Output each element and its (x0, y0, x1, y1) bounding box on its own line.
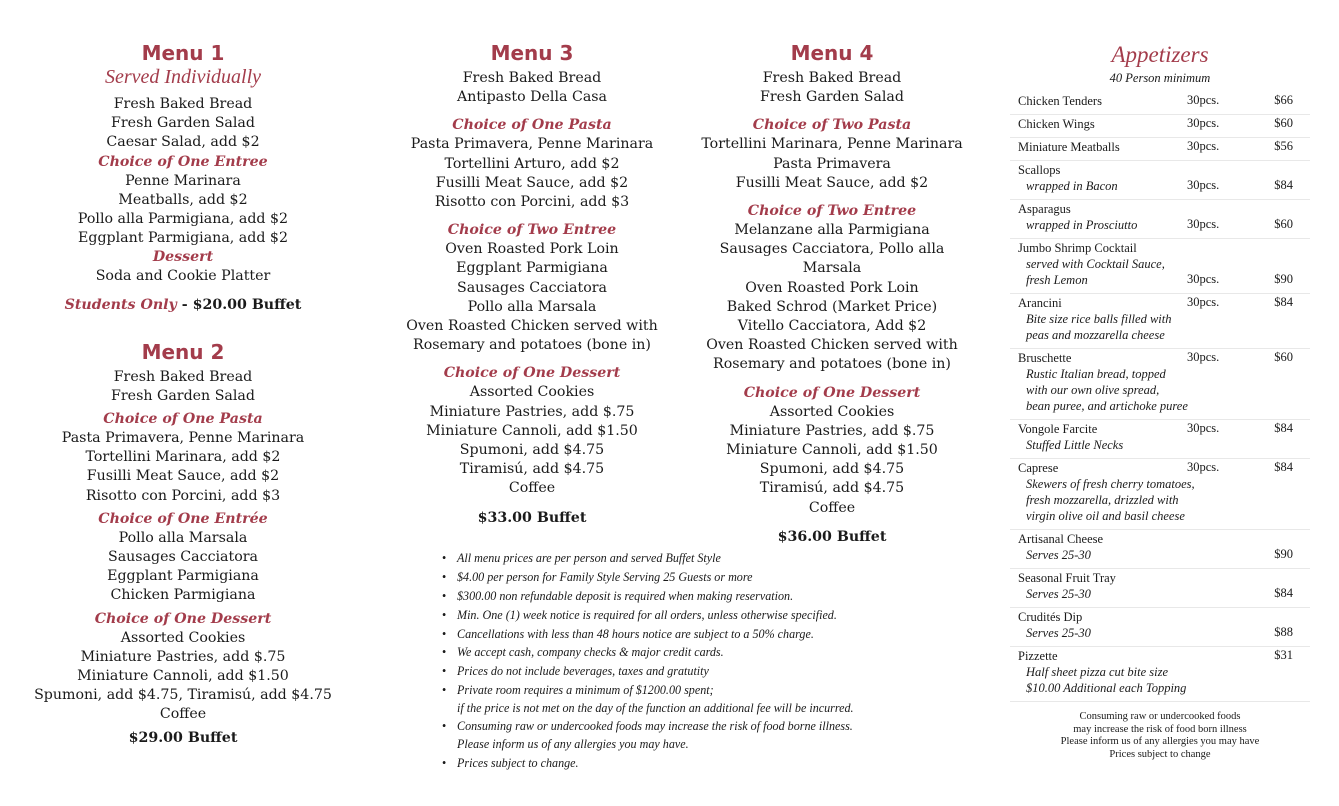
menu4-pasta: Tortellini Marinara, Penne Marinara (701, 136, 963, 153)
policy-note (440, 718, 980, 753)
menu1-item: Fresh Baked Bread (113, 96, 253, 112)
appetizer-description: Stuffed Little Necks (1026, 438, 1124, 452)
appetizer-quantity: 30pcs. (1187, 350, 1220, 364)
menu2-entree: Eggplant Parmigiana (107, 568, 259, 585)
menu2-pasta: Tortellini Marinara, add $2 (85, 449, 281, 466)
appetizer-description: bean puree, and artichoke puree (1026, 399, 1188, 413)
menu3-entree: Oven Roasted Chicken served with (406, 318, 658, 335)
menu3-pasta: Fusilli Meat Sauce, add $2 (435, 174, 629, 191)
appetizer-quantity: 30pcs. (1187, 460, 1220, 474)
menu4-entree: Baked Schrod (Market Price) (726, 298, 938, 315)
appetizer-quantity: 30pcs. (1187, 139, 1220, 153)
menu4-pasta: Pasta Primavera (773, 155, 891, 172)
appetizer-item (1010, 530, 1310, 569)
menu2-price: $29.00 Buffet (128, 729, 238, 746)
policy-note-text: Please inform us of any allergies you may have. (457, 736, 689, 751)
appetizer-price: $84 (1274, 586, 1293, 600)
policy-note-text: Private room requires a minimum of $1200.00 spent; (457, 683, 714, 698)
appetizers-footer-line: Please inform us of any allergies you may have (1060, 736, 1260, 748)
appetizer-item (1010, 138, 1310, 161)
menu4-pasta-heading: Choice of Two Pasta (752, 117, 912, 134)
appetizer-description: fresh Lemon (1026, 273, 1088, 287)
menu3-entree: Sausages Cacciatora (456, 279, 607, 296)
menu-column-4 (692, 40, 972, 547)
appetizer-price: $60 (1274, 350, 1293, 364)
appetizer-item (1010, 647, 1310, 702)
policy-note (440, 607, 980, 624)
menu3-price: $33.00 Buffet (477, 509, 587, 526)
policy-note (440, 682, 980, 717)
menu4-entree-heading: Choice of Two Entree (747, 203, 917, 220)
menu2-dessert: Coffee (159, 706, 207, 723)
policy-note-text: $300.00 non refundable deposit is required when making reservation. (457, 588, 794, 603)
menu4-dessert: Assorted Cookies (769, 403, 895, 420)
appetizer-description: with our own olive spread, (1026, 383, 1160, 397)
appetizer-name: Caprese (1018, 461, 1059, 475)
menu1-entree: Pollo alla Parmigiana, add $2 (77, 211, 289, 228)
appetizer-name: Miniature Meatballs (1018, 140, 1120, 154)
appetizer-item (1010, 420, 1310, 459)
menu2-dessert: Assorted Cookies (120, 629, 246, 646)
menu3-pasta-heading: Choice of One Pasta (452, 117, 612, 134)
appetizer-item (1010, 239, 1310, 294)
appetizer-price: $90 (1274, 272, 1293, 286)
menu1-dessert: Soda and Cookie Platter (95, 268, 271, 285)
appetizer-item (1010, 161, 1310, 200)
appetizer-quantity: 30pcs. (1187, 217, 1220, 231)
policy-note (440, 663, 980, 680)
menu4-dessert: Spumoni, add $4.75 (759, 461, 905, 478)
appetizer-description: Serves 25-30 (1026, 548, 1091, 562)
menu3-entree: Rosemary and potatoes (bone in) (413, 337, 651, 354)
appetizer-quantity: 30pcs. (1187, 421, 1220, 435)
menu3-dessert: Tiramisú, add $4.75 (459, 461, 605, 478)
appetizers-title: Appetizers (1111, 42, 1209, 67)
menu4-dessert: Coffee (808, 499, 856, 516)
appetizer-name: Bruschette (1018, 351, 1072, 365)
appetizer-name: Pizzette (1018, 649, 1058, 663)
appetizer-name: Jumbo Shrimp Cocktail (1018, 241, 1137, 255)
appetizer-name: Chicken Tenders (1018, 94, 1102, 108)
appetizer-item (1010, 92, 1310, 115)
appetizers-footer-line: may increase the risk of food born illness (1073, 723, 1247, 735)
menu3-entree: Pollo alla Marsala (467, 298, 597, 315)
menu3-pasta: Risotto con Porcini, add $3 (434, 194, 630, 211)
menu2-entree-heading: Choice of One Entrée (98, 510, 268, 527)
appetizer-description: $10.00 Additional each Topping (1026, 681, 1187, 695)
menu3-item: Antipasto Della Casa (456, 89, 608, 106)
appetizers-section (1010, 40, 1310, 761)
appetizer-price: $84 (1274, 178, 1293, 192)
policy-note-text: Prices subject to change. (457, 755, 579, 770)
menu4-entree: Oven Roasted Pork Loin (745, 279, 919, 296)
appetizer-item (1010, 115, 1310, 138)
menu-column-1 (18, 40, 348, 748)
menu2-pasta: Risotto con Porcini, add $3 (85, 487, 281, 504)
appetizer-item (1010, 294, 1310, 349)
menu2-entree: Sausages Cacciatora (107, 549, 258, 566)
policy-note (440, 588, 980, 605)
appetizer-description: fresh mozzarella, drizzled with (1026, 493, 1179, 507)
menu1-price (18, 295, 348, 315)
menu4-dessert: Miniature Cannoli, add $1.50 (726, 442, 938, 459)
bullet-icon: • (442, 719, 447, 734)
bullet-icon: • (442, 664, 447, 679)
appetizer-price: $60 (1274, 217, 1293, 231)
menu1-dessert-heading: Dessert (152, 249, 214, 266)
appetizer-list (1010, 92, 1310, 702)
menu4-pasta: Fusilli Meat Sauce, add $2 (735, 174, 929, 191)
policy-note-text: Min. One (1) week notice is required for all orders, unless otherwise specified. (457, 607, 837, 622)
menu4-entree: Rosemary and potatoes (bone in) (713, 356, 951, 373)
bullet-icon: • (442, 569, 447, 584)
menu2-dessert: Miniature Cannoli, add $1.50 (77, 668, 289, 685)
menu1-price-value: $20.00 Buffet (192, 296, 302, 313)
appetizer-item (1010, 349, 1310, 420)
menu2-entree: Pollo alla Marsala (118, 529, 248, 546)
menu3-dessert: Coffee (508, 480, 556, 497)
appetizer-name: Vongole Farcite (1018, 422, 1098, 436)
appetizer-quantity: 30pcs. (1187, 295, 1220, 309)
menu2-pasta: Fusilli Meat Sauce, add $2 (86, 468, 280, 485)
bullet-icon: • (442, 683, 447, 698)
menu4-entree: Melanzane alla Parmigiana (734, 222, 930, 239)
menu4-item: Fresh Baked Bread (762, 70, 902, 86)
menu4-entree: Vitello Cacciatora, Add $2 (737, 318, 927, 335)
policy-note-text: $4.00 per person for Family Style Serving 25 Guests or more (457, 569, 753, 584)
bullet-icon: • (442, 755, 447, 770)
appetizer-description: wrapped in Bacon (1026, 179, 1118, 193)
menu4-title: Menu 4 (790, 41, 874, 65)
appetizer-item (1010, 569, 1310, 608)
bullet-icon: • (442, 626, 447, 641)
appetizers-footer-line: Consuming raw or undercooked foods (1079, 711, 1241, 722)
menu1-item: Fresh Garden Salad (111, 115, 255, 132)
appetizer-name: Asparagus (1018, 202, 1071, 216)
appetizer-name: Seasonal Fruit Tray (1018, 571, 1116, 585)
appetizer-item (1010, 200, 1310, 239)
policy-note (440, 644, 980, 661)
appetizer-price: $84 (1274, 421, 1293, 435)
menu2-dessert: Miniature Pastries, add $.75 (80, 648, 286, 665)
appetizer-item (1010, 608, 1310, 647)
menu1-entree: Meatballs, add $2 (118, 191, 248, 208)
menu3-pasta: Tortellini Arturo, add $2 (444, 155, 620, 172)
menu4-dessert: Miniature Pastries, add $.75 (729, 422, 935, 439)
menu-column-3 (367, 40, 697, 528)
policy-note (440, 550, 980, 567)
appetizer-description: Serves 25-30 (1026, 626, 1091, 640)
menu4-entree: Sausages Cacciatora, Pollo alla Marsala (719, 241, 945, 277)
bullet-icon: • (442, 607, 447, 622)
policy-note-text: Prices do not include beverages, taxes and gratutity (457, 664, 709, 679)
menu3-dessert: Miniature Cannoli, add $1.50 (426, 422, 638, 439)
policy-note (440, 755, 980, 772)
appetizer-name: Scallops (1018, 163, 1061, 177)
menu3-dessert: Spumoni, add $4.75 (459, 442, 605, 459)
appetizer-quantity: 30pcs. (1187, 93, 1220, 107)
appetizer-description: served with Cocktail Sauce, (1026, 257, 1165, 271)
policy-note-text: All menu prices are per person and served Buffet Style (457, 551, 721, 565)
appetizers-footer (1010, 711, 1310, 761)
appetizer-quantity: 30pcs. (1187, 116, 1220, 130)
appetizer-price: $90 (1274, 547, 1293, 561)
students-only-label: Students Only (64, 296, 177, 313)
appetizer-description: Serves 25-30 (1026, 587, 1091, 601)
policy-note-text: We accept cash, company checks & major credit cards. (457, 645, 724, 660)
appetizer-price: $84 (1274, 295, 1293, 309)
menu4-dessert-heading: Choice of One Dessert (743, 384, 921, 401)
menu2-dessert: Spumoni, add $4.75, Tiramisú, add $4.75 (34, 687, 332, 704)
menu3-dessert: Miniature Pastries, add $.75 (429, 403, 635, 420)
appetizer-quantity: 30pcs. (1187, 272, 1220, 286)
appetizer-price: $56 (1274, 139, 1293, 153)
menu3-pasta: Pasta Primavera, Penne Marinara (410, 136, 654, 153)
menu3-dessert-heading: Choice of One Dessert (443, 365, 621, 382)
appetizer-name: Artisanal Cheese (1018, 532, 1104, 546)
appetizer-price: $66 (1274, 93, 1293, 107)
appetizer-price: $31 (1274, 648, 1293, 662)
bullet-icon: • (442, 551, 447, 565)
menu3-entree-heading: Choice of Two Entree (447, 222, 617, 239)
menu1-entree-heading: Choice of One Entree (98, 153, 268, 170)
appetizer-price: $60 (1274, 116, 1293, 130)
appetizer-description: wrapped in Prosciutto (1026, 218, 1138, 232)
menu1-entree: Penne Marinara (125, 172, 241, 189)
bullet-icon: • (442, 588, 447, 603)
menu2-dessert-heading: Choice of One Dessert (94, 610, 272, 627)
menu4-price: $36.00 Buffet (777, 528, 887, 545)
menu3-entree: Eggplant Parmigiana (456, 260, 608, 277)
appetizer-name: Chicken Wings (1018, 117, 1095, 131)
menu1-subtitle: Served Individually (104, 66, 262, 88)
appetizers-minimum: 40 Person minimum (1109, 71, 1211, 85)
appetizer-description: Half sheet pizza cut bite size (1026, 665, 1168, 679)
policy-note (440, 626, 980, 643)
price-separator: - (176, 296, 193, 313)
appetizer-price: $84 (1274, 460, 1293, 474)
menu2-title: Menu 2 (141, 339, 225, 364)
policy-note (440, 569, 980, 586)
menu3-item: Fresh Baked Bread (462, 70, 602, 86)
appetizers-footer-line: Prices subject to change (1109, 748, 1211, 760)
menu2-item: Fresh Garden Salad (111, 387, 255, 404)
menu1-entree: Eggplant Parmigiana, add $2 (78, 230, 288, 247)
policy-note-text: if the price is not met on the day of the function an additional fee will be incurred. (457, 700, 854, 715)
menu3-title: Menu 3 (490, 41, 574, 65)
appetizer-price: $88 (1274, 625, 1293, 639)
appetizer-name: Crudités Dip (1018, 610, 1083, 624)
appetizer-description: virgin olive oil and basil cheese (1026, 509, 1185, 523)
appetizer-name: Arancini (1018, 296, 1062, 310)
menu3-dessert: Assorted Cookies (469, 384, 595, 401)
menu2-pasta: Pasta Primavera, Penne Marinara (61, 430, 305, 447)
appetizer-description: Skewers of fresh cherry tomatoes, (1026, 477, 1195, 491)
menu4-item: Fresh Garden Salad (760, 89, 904, 106)
menu1-title: Menu 1 (141, 41, 225, 65)
menu2-item: Fresh Baked Bread (113, 368, 253, 385)
policy-note-text: Consuming raw or undercooked foods may increase the risk of food borne illness. (457, 719, 853, 734)
appetizer-description: Rustic Italian bread, topped (1026, 367, 1166, 381)
policy-note-text: Cancellations with less than 48 hours notice are subject to a 50% charge. (457, 626, 814, 641)
menu2-pasta-heading: Choice of One Pasta (103, 411, 263, 428)
appetizer-description: peas and mozzarella cheese (1026, 328, 1165, 342)
appetizer-quantity: 30pcs. (1187, 178, 1220, 192)
menu4-entree: Oven Roasted Chicken served with (706, 337, 958, 354)
menu4-dessert: Tiramisú, add $4.75 (759, 480, 905, 497)
menu1-item: Caesar Salad, add $2 (106, 134, 260, 151)
policy-notes (440, 550, 980, 774)
appetizer-description: Bite size rice balls filled with (1026, 312, 1172, 326)
menu3-entree: Oven Roasted Pork Loin (445, 241, 619, 258)
appetizer-item (1010, 459, 1310, 530)
menu2-entree: Chicken Parmigiana (110, 587, 256, 604)
bullet-icon: • (442, 645, 447, 660)
